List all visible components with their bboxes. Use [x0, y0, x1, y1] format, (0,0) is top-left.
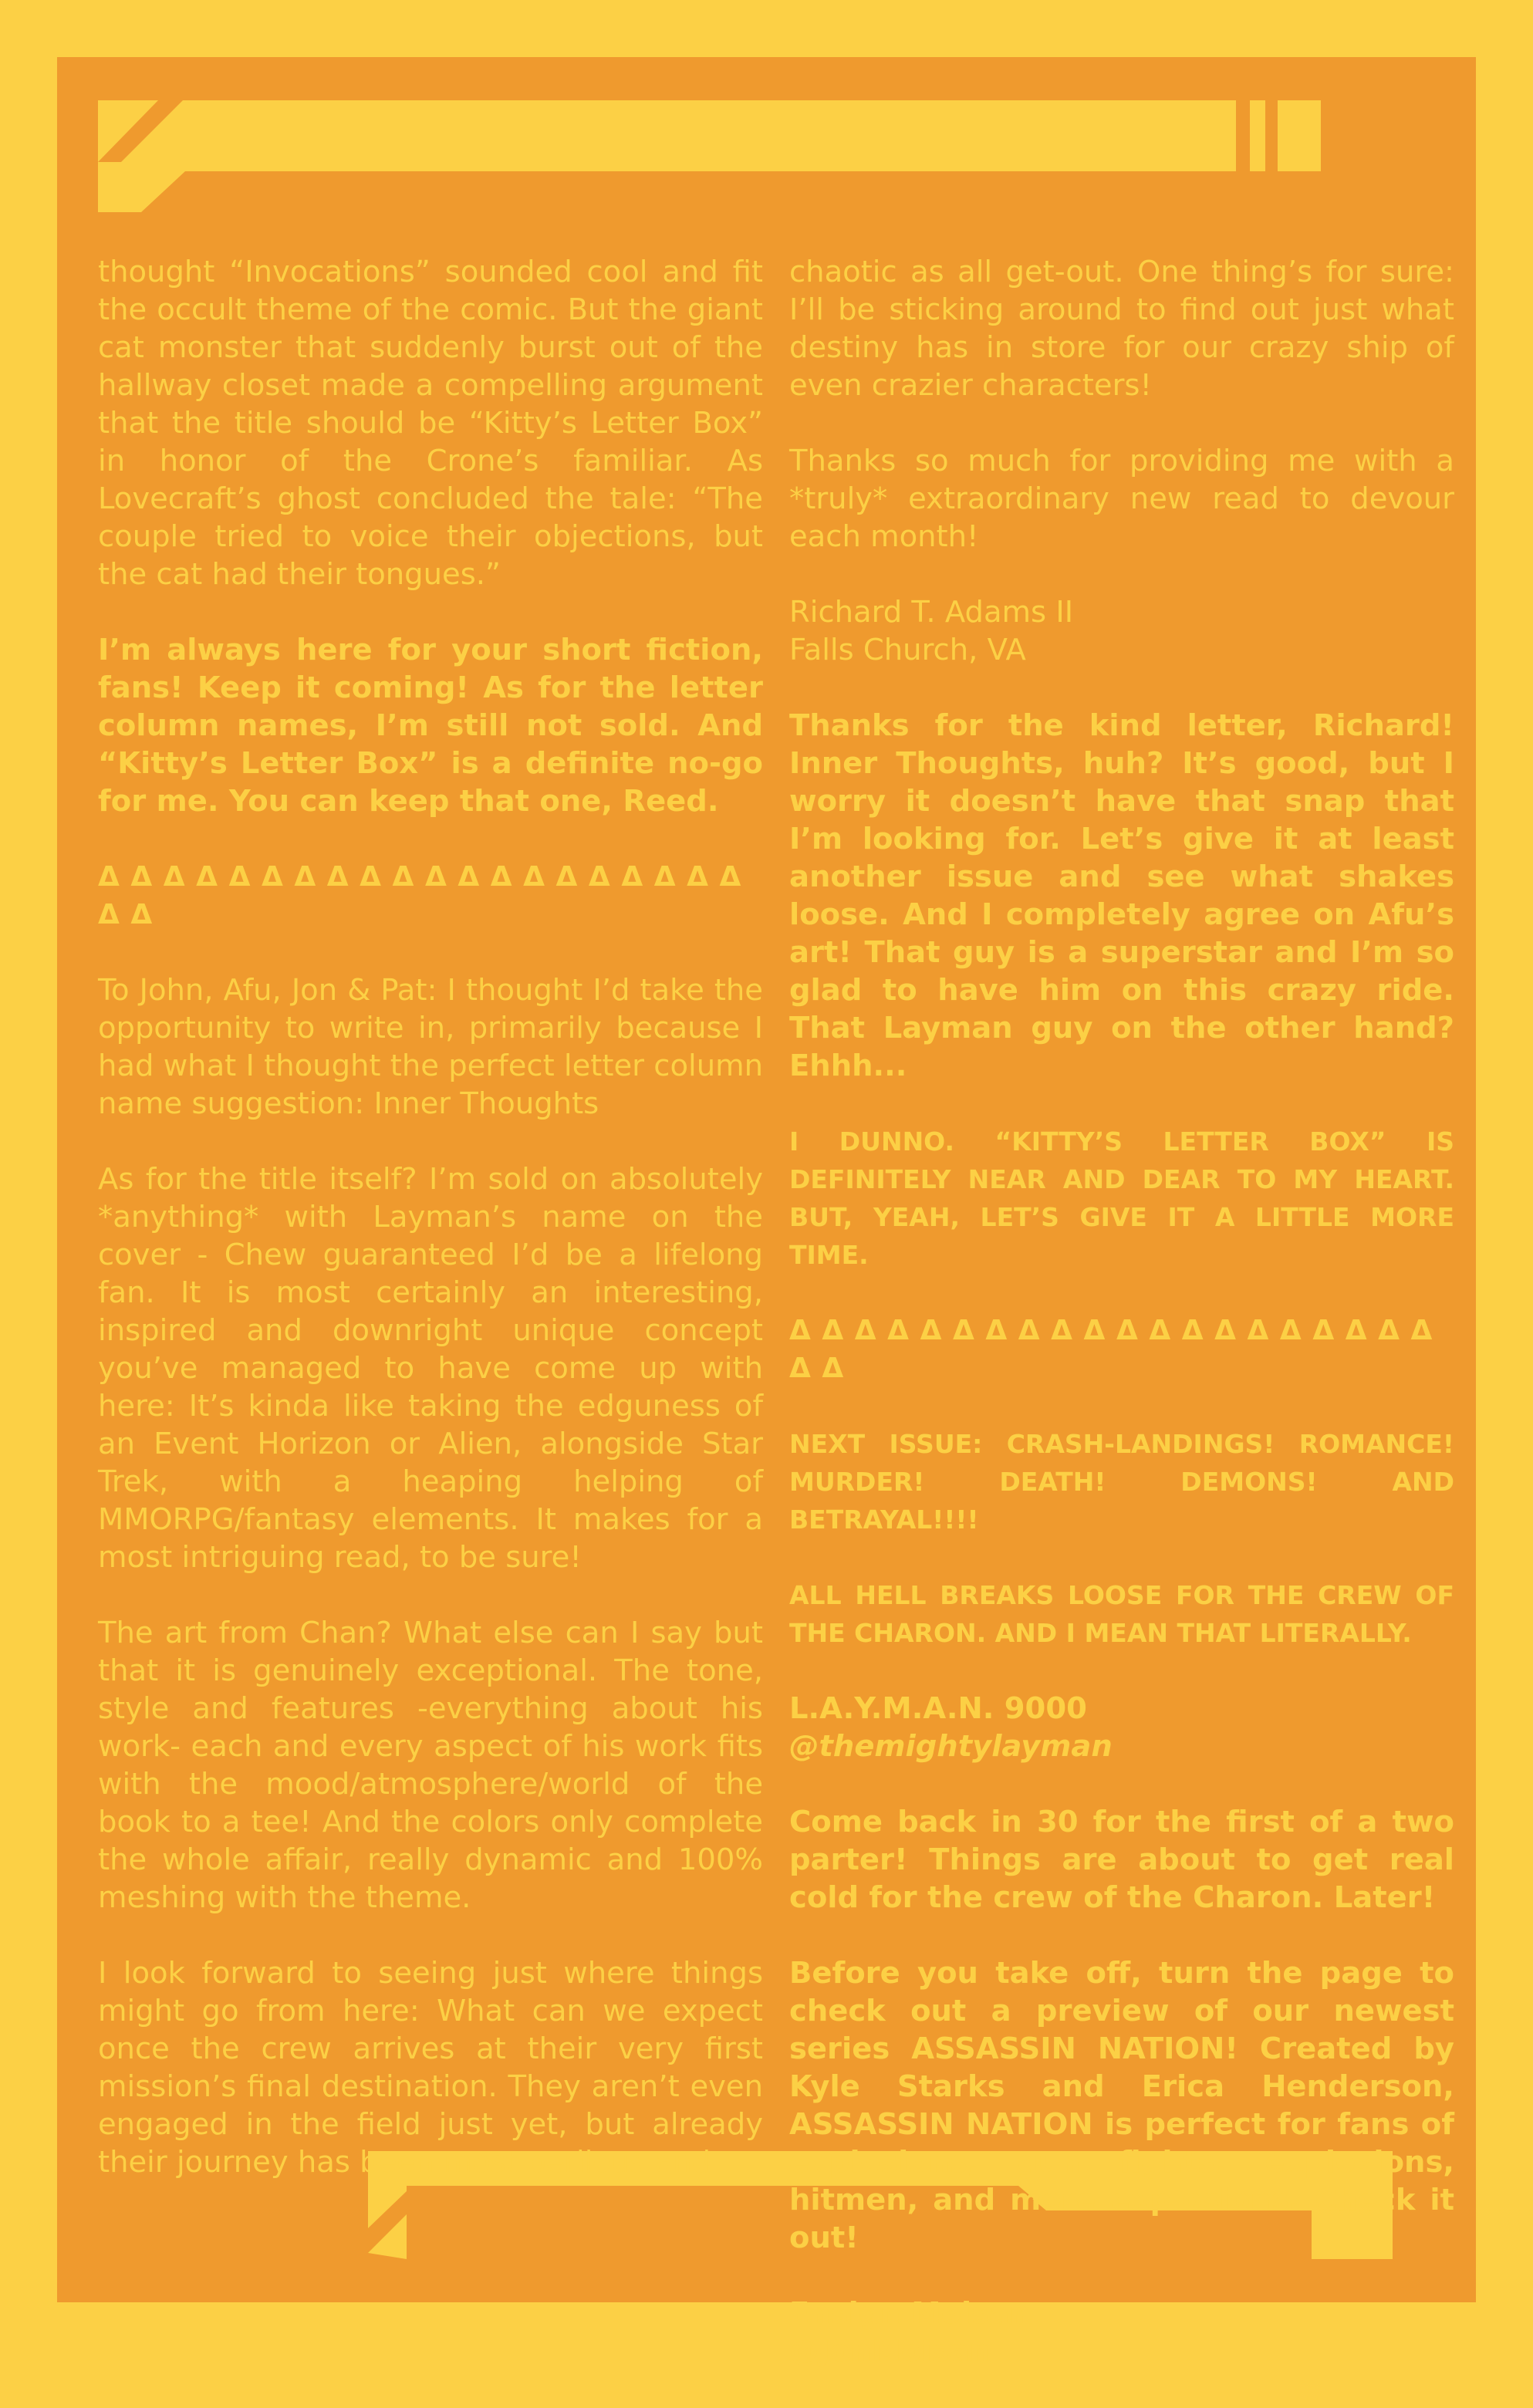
letter-art-thoughts: The art from Chan? What else can I say but that it is genuinely exceptional. The tone, style and features -everything about his work- each and every aspect of his work fits with the mood/atmosphere/world of the book to a tee! And the colors only complete the whole affair, really dynamic and 100% meshing with the theme.: [98, 1616, 763, 1915]
ensign-handle: @JonMoisan: [789, 2334, 991, 2369]
letter-signature: [789, 593, 1454, 669]
left-column: [98, 253, 763, 2219]
letter-opening: To John, Afu, Jon & Pat: I thought I’d take the opportunity to write in, primarily because I had what I thought the perfect letter column name suggestion: Inner Thoughts: [98, 973, 763, 1121]
next-issue-teaser: NEXT ISSUE: CRASH-LANDINGS! ROMANCE! MURDER! DEATH! DEMONS! AND BETRAYAL!!!!: [789, 1429, 1454, 1535]
letter-forward-thoughts: I look forward to seeing just where things might go from here: What can we expect once the crew arrives at their very first mission’s final destination. They aren’t even engaged in the field just yet, but already their journey has been most perilous and: [98, 1956, 763, 2180]
letter-continuation: chaotic as all get-out. One thing’s for sure: I’ll be sticking around to find out just what destiny has in store for our crazy ship of even crazier characters!: [789, 255, 1454, 403]
top-bar-stripe-2: [1278, 100, 1321, 171]
top-bar-shape: [98, 100, 1236, 212]
ensign-signature: [789, 2295, 1454, 2370]
letter-thanks: Thanks so much for providing me with a *truly* extraordinary new read to devour each month!: [789, 444, 1454, 554]
section-divider-right: Δ Δ Δ Δ Δ Δ Δ Δ Δ Δ Δ Δ Δ Δ Δ Δ Δ Δ Δ Δ Δ Δ: [789, 1315, 1433, 1384]
editor-name: L.A.Y.M.A.N. 9000: [789, 1691, 1087, 1726]
editor-signature: [789, 1690, 1454, 1765]
ensign-name: Ensign Moisan: [789, 2296, 1031, 2331]
preview-announcement: Before you take off, turn the page to check out a preview of our newest series ASSASSIN NATION! Created by Kyle Starks and Erica Henderson, ASSASSIN NATION is perfect for fans of explosions, gun fights, explosions, hitmen, and more explosions. Check it out!: [789, 1956, 1454, 2255]
editor-reply-1: I’m always here for your short fiction, fans! Keep it coming! As for the letter column names, I’m still not sold. And “Kitty’s Letter Box” is a definite no-go for me. You can keep that one, Reed.: [98, 633, 763, 819]
right-column: [789, 253, 1454, 2408]
section-divider-left: Δ Δ Δ Δ Δ Δ Δ Δ Δ Δ Δ Δ Δ Δ Δ Δ Δ Δ Δ Δ Δ Δ: [98, 861, 742, 930]
next-issue-tagline: ALL HELL BREAKS LOOSE FOR THE CREW OF THE CHARON. AND I MEAN THAT LITERALLY.: [789, 1580, 1454, 1648]
signature-name: Richard T. Adams II: [789, 595, 1074, 630]
editor-reply-2: Thanks for the kind letter, Richard! Inner Thoughts, huh? It’s good, but I worry it doesn’t have that snap that I’m looking for. Let’s give it at least another issue and see what shakes loose. And I completely agree on Afu’s art! That guy is a superstar and I’m so glad to have him on this crazy ride. That Layman guy on the other hand? Ehhh...: [789, 708, 1454, 1083]
left-paragraph-1: thought “Invocations” sounded cool and fit the occult theme of the comic. But the giant cat monster that suddenly burst out of the hallway closet made a compelling argument that the title should be “Kitty’s Letter Box” in honor of the Crone’s familiar. As Lovecraft’s ghost concluded the tale: “The couple tried to voice their objections, but the cat had their tongues.”: [98, 255, 763, 592]
signature-place: Falls Church, VA: [789, 633, 1026, 667]
editor-handle: @themightylayman: [789, 1729, 1113, 1764]
letter-title-thoughts: As for the title itself? I’m sold on absolutely *anything* with Layman’s name on the cover - Chew guaranteed I’d be a lifelong fan. It is most certainly an interesting, inspired and downright unique concept you’ve managed to have come up with here: It’s kinda like taking the edguness of an Event Horizon or Alien, alongside Star Trek, with a heaping helping of MMORPG/fantasy elements. It makes for a most intriguing read, to be sure!: [98, 1162, 763, 1575]
come-back-note: Come back in 30 for the first of a two parter! Things are about to get real cold for the crew of the Charon. Later!: [789, 1805, 1454, 1915]
top-bar-stripe-1: [1250, 100, 1265, 171]
editor-reply-3: I DUNNO. “KITTY’S LETTER BOX” IS DEFINITELY NEAR AND DEAR TO MY HEART. BUT, YEAH, LET’S GIVE IT A LITTLE MORE TIME.: [789, 1126, 1454, 1270]
